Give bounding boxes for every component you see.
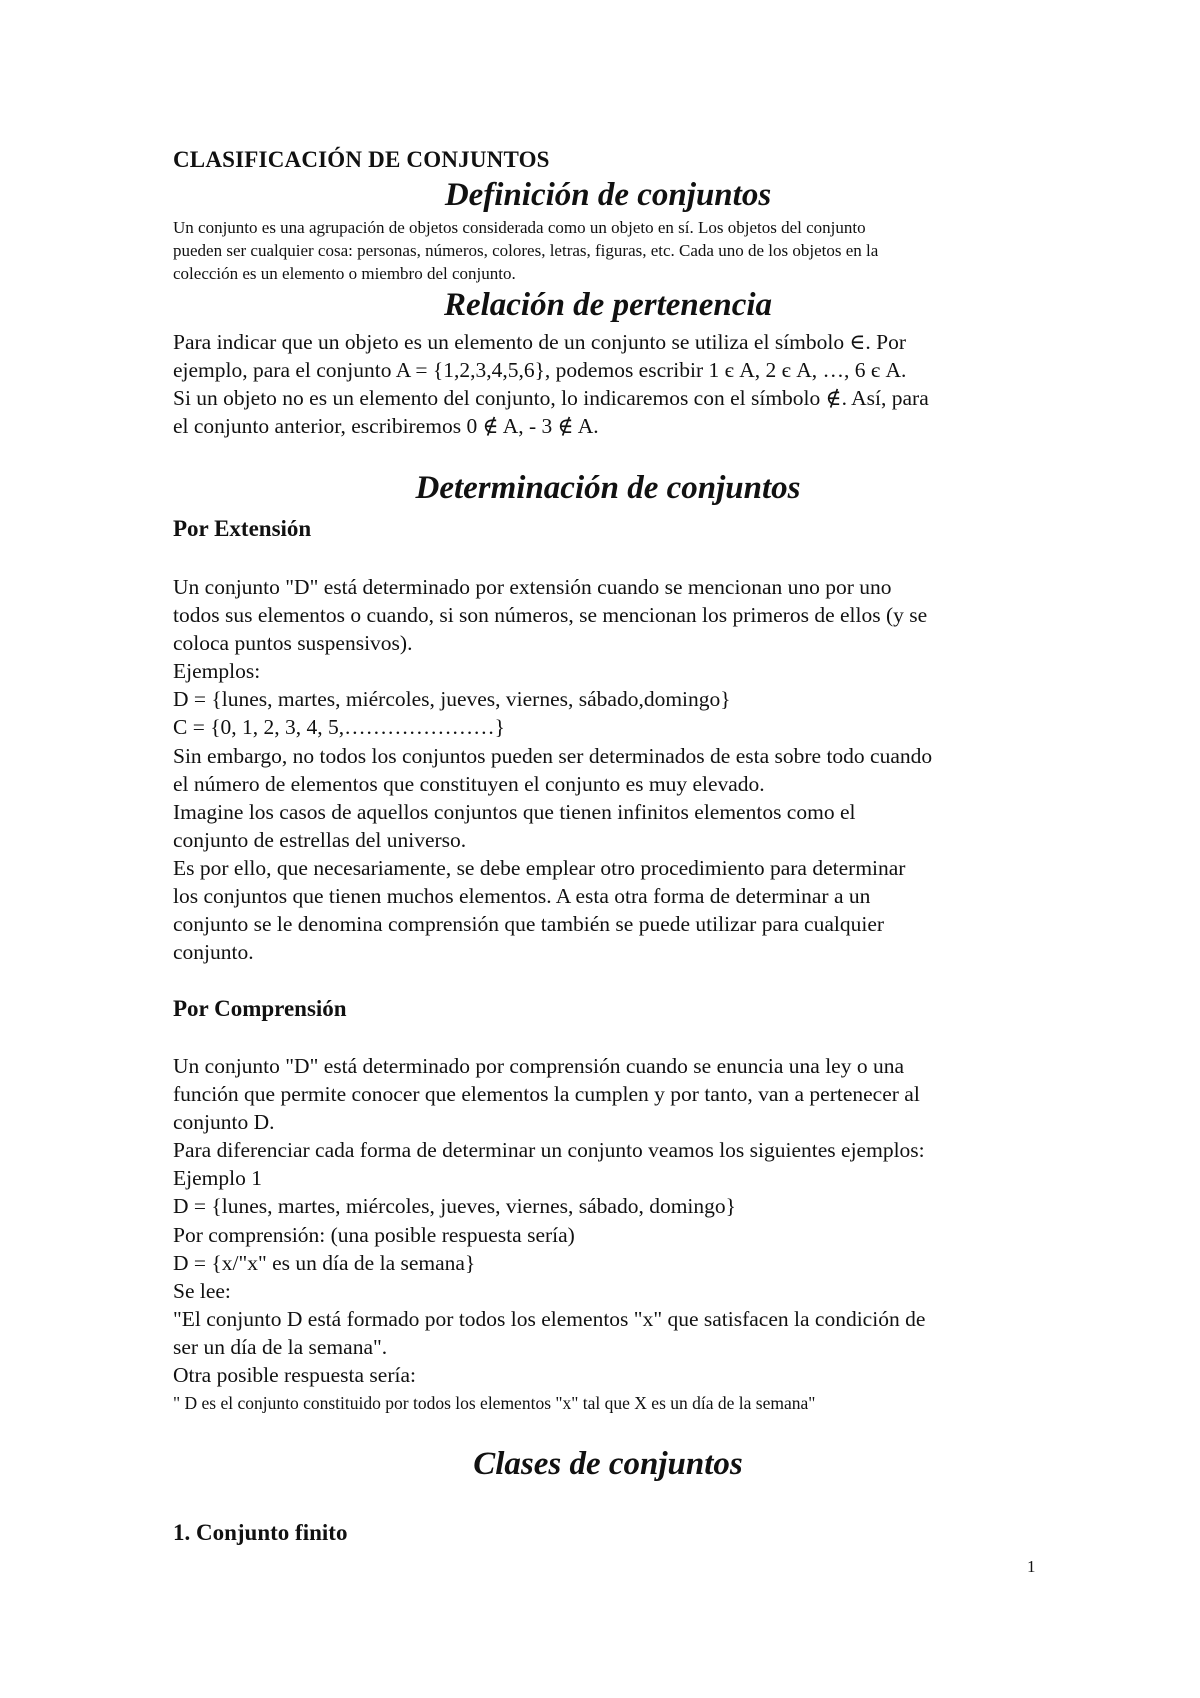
paragraph-pertenencia	[173, 328, 1053, 440]
text-line: coloca puntos suspensivos).	[173, 631, 413, 656]
text-line: conjunto D.	[173, 1110, 275, 1135]
text-line: Es por ello, que necesariamente, se debe emplear otro procedimiento para determinar	[173, 855, 906, 880]
quote-line: " D es el conjunto constituido por todos los elementos "x" tal que X es un día de la semana"	[173, 1393, 816, 1414]
page-number: 1	[1027, 1557, 1036, 1576]
paragraph-extension	[173, 573, 1053, 966]
text-line: ejemplo, para el conjunto A = {1,2,3,4,5,6}, podemos escribir 1 є A, 2 є A, …, 6 є A.	[173, 358, 907, 383]
paragraph-comprension	[173, 1052, 1053, 1417]
heading-determinacion: Determinación de conjuntos	[415, 470, 801, 506]
text-line: ser un día de la semana".	[173, 1334, 388, 1359]
text-line: Ejemplos:	[173, 659, 261, 684]
list-item-conjunto-finito: 1. Conjunto finito	[173, 1520, 348, 1545]
document-title: CLASIFICACIÓN DE CONJUNTOS	[173, 147, 550, 172]
subheading-extension: Por Extensión	[173, 516, 312, 541]
text-line: función que permite conocer que elementos la cumplen y por tanto, van a pertenecer al	[173, 1082, 920, 1107]
text-line: D = {lunes, martes, miércoles, jueves, viernes, sábado,domingo}	[173, 687, 731, 712]
text-line: el conjunto anterior, escribiremos 0 ∉ A, - 3 ∉ A.	[173, 414, 599, 439]
text-line: Un conjunto "D" está determinado por comprensión cuando se enuncia una ley o una	[173, 1054, 905, 1078]
text-line: "El conjunto D está formado por todos los elementos "x" que satisfacen la condición de	[173, 1306, 926, 1331]
text-line: conjunto se le denomina comprensión que también se puede utilizar para cualquier	[173, 912, 885, 937]
text-line: Un conjunto "D" está determinado por extensión cuando se mencionan uno por uno	[173, 575, 892, 599]
paragraph-definicion	[173, 216, 1053, 285]
heading-pertenencia: Relación de pertenencia	[443, 287, 773, 323]
text-line: Sin embargo, no todos los conjuntos pueden ser determinados de esta sobre todo cuando	[173, 743, 933, 768]
text-line: Imagine los casos de aquellos conjuntos que tienen infinitos elementos como el	[173, 799, 856, 824]
text-line: el número de elementos que constituyen el conjunto es muy elevado.	[173, 771, 765, 796]
text-line: C = {0, 1, 2, 3, 4, 5,…………………}	[173, 715, 505, 740]
subheading-comprension: Por Comprensión	[173, 996, 347, 1021]
text-line: colección es un elemento o miembro del conjunto.	[173, 264, 516, 283]
text-line: Un conjunto es una agrupación de objetos considerada como un objeto en sí. Los objetos del conjunto	[173, 218, 866, 237]
text-line: Ejemplo 1	[173, 1166, 262, 1191]
text-line: pueden ser cualquier cosa: personas, números, colores, letras, figuras, etc. Cada uno de los objetos en la	[173, 241, 879, 260]
text-line: Por comprensión: (una posible respuesta sería)	[173, 1222, 575, 1247]
text-line: Si un objeto no es un elemento del conjunto, lo indicaremos con el símbolo ∉. Así, para	[173, 386, 929, 411]
text-line: conjunto.	[173, 940, 254, 965]
text-line: Otra posible respuesta sería:	[173, 1363, 416, 1388]
heading-clases: Clases de conjuntos	[473, 1446, 743, 1482]
text-line: Se lee:	[173, 1278, 231, 1303]
text-line: D = {lunes, martes, miércoles, jueves, viernes, sábado, domingo}	[173, 1194, 736, 1219]
text-line: Para diferenciar cada forma de determinar un conjunto veamos los siguientes ejemplos:	[173, 1138, 925, 1163]
text-line: D = {x/"x" es un día de la semana}	[173, 1250, 476, 1275]
text-line: todos sus elementos o cuando, si son números, se mencionan los primeros de ellos (y se	[173, 603, 928, 628]
text-line: Para indicar que un objeto es un elemento de un conjunto se utiliza el símbolo ∈. Por	[173, 330, 907, 354]
text-line: los conjuntos que tienen muchos elementos. A esta otra forma de determinar a un	[173, 884, 871, 909]
heading-definicion: Definición de conjuntos	[444, 177, 772, 213]
text-line: conjunto de estrellas del universo.	[173, 827, 467, 852]
